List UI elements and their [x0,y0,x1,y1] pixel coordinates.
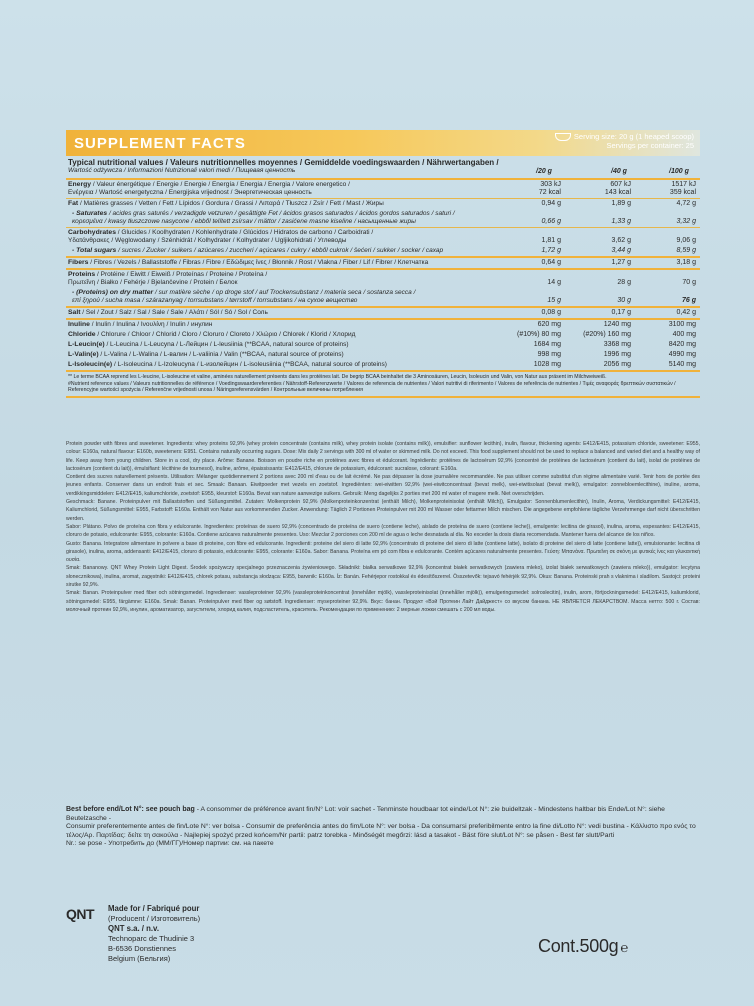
isoleucine-100: 5140 mg [668,361,696,368]
protein-20: 14 g [547,279,561,286]
energy-kj-40: 607 kJ [610,181,631,188]
column-20g: /20 g [536,168,552,175]
chloride-20: (#10%) 80 mg [517,331,561,338]
carbohydrates-100: 9,06 g [676,237,696,244]
energy-kj-100: 1517 kJ [671,181,696,188]
protein-label: Proteins [68,271,96,278]
valine-40: 1996 mg [603,351,631,358]
fat-row [66,199,700,209]
fibre-label: Fibers [68,259,89,266]
carbohydrates-40: 3,62 g [611,237,631,244]
isoleucine-40: 2056 mg [603,361,631,368]
chloride-row [66,330,700,340]
net-content-text: Cont.500g [538,936,619,956]
serving-size: Serving size: 20 g (1 heaped scoop) [573,132,694,141]
protein-text2: Πρωτεΐνη / Białko / Fehérje / Bjelančevine / Protein / Белок [68,279,238,286]
serving-info [555,132,694,150]
saturates-40: 1,33 g [611,218,631,225]
salt-100: 0,42 g [676,309,696,316]
protein-dry-text: / sur matière sèche / op droge stof / auf Trockensubstanz / materia seca / sostanza secca / [153,289,416,296]
inulin-100: 3100 mg [668,321,696,328]
energy-kcal-40: 143 kcal [604,189,631,196]
inulin-text: / Inulin / Inulina / Ινουλίνη / Inulin / инулин [89,321,213,328]
chloride-text: / Chlorure / Chloor / Chlorid / Cloro / Cloruro / Cloreto / Χλώριο / Chlorek / Klorid / Хлорид [95,331,356,338]
carbohydrates-text2: Υδατάνθρακες / Węglowodany / Szénhidrát / Kolhydrater / Kolhydrater / Ugljikohidrati / Углеводы [68,237,347,244]
energy-kj-20: 303 kJ [540,181,561,188]
energy-text: / Valeur énergétique / Energie / Energie / Energía / Energia / Energia / Valore energetico / [91,181,350,188]
energy-kcal-20: 72 kcal [538,189,561,196]
ingredients-block: Smak: Bananowy. QNT Whey Protein Light Digest. Środek spożywczy specjalnego przeznaczenia żywieniowego. Składniki: białka serwatkowe 92,9% (koncentrat białek serwatkowych (zawiera mleko), izolat białek serwatkowych (zawiera mleko)), emulgator: lecytyna słonecznikowa), inulina, aromat, zagęstniki: E412/E415, chlorek potasu, substancja słodząca: E955, barwnik: E160a. Íz: Banán. Fehérjepor rostokkal és édesítőszerrel. Összetevők: tejsavó fehérjék 92,9%. Okus: Banana. Proteinski prah s vlaknima i sladilom. Sastojci: proteini sirutke 92,9%. [66,565,700,589]
valine-20: 998 mg [537,351,561,358]
salt-20: 0,08 g [541,309,561,316]
street: Technoparc de Thudinie 3 [108,934,195,943]
carbohydrates-row [66,228,700,246]
fat-text: / Matières grasses / Vetten / Fett / Lípidos / Gordura / Grassi / Λιπαρά / Tłuszcz / Zsír / Fett / Mast / Жиры [78,200,384,207]
sugars-20: 1,72 g [541,247,561,254]
salt-label: Salt [68,309,81,316]
carbohydrates-text: / Glucides / Koolhydraten / Kohlenhydrate / Glúcidos / Hidratos de carbono / Carboidrati / [115,229,374,236]
supplement-facts-header [66,130,700,156]
ingredients-block: Gusto: Banana. Integratore alimentare in polvere a base di proteine, con fibre ed edulcorante. Ingredienti: proteine del siero di latte 92,9% (concentrato di proteine del siero di latte (contiene latte), isolato di proteine del siero di latte (contiene latte)), emulsionante: lecitina di girasolе), inulina, aroma, addensanti: E412/E415, cloruro di potassio, edulcorante: E955, colorante: E160a. Sabor: Banana. Proteína em pó com fibra e edulcorante. Contém açúcares naturalmente presentes. Γεύση: Μπανάνα. Πρωτεΐνη σε σκόνη με φυτικές ίνες και γλυκαντική ουσία. [66,540,700,564]
protein-dry-40: 30 g [617,297,631,304]
salt-row [66,308,700,320]
leucine-100: 8420 mg [668,341,696,348]
best-before-line3: τέλος/Αρ. Παρτίδας: δείτε τη σακούλα - Najlepiej spożyć przed końcem/Nr partii: patrz torebka - Minőségét megőrzi: lásd a tasakot - Bäst före slut/Lot N°: se påsen - Best før slutt/Parti [66,831,615,839]
protein-40: 28 g [617,279,631,286]
saturates-text: / acides gras saturés / verzadigde vetzuren / gesättigte Fet / ácidos grasos saturados / ácidos gordos saturados / saturi / [107,210,455,217]
sugars-row [66,246,700,258]
valine-row [66,350,700,360]
best-before-info [66,806,700,849]
chloride-label: Chloride [68,331,96,338]
sugars-100: 8,59 g [676,247,696,254]
net-content [538,936,628,957]
saturates-100: 3,32 g [676,218,696,225]
qnt-logo: QNT [66,906,95,922]
saturates-row [66,209,700,228]
valine-100: 4990 mg [668,351,696,358]
fibre-row [66,258,700,270]
isoleucine-label: L-Isoleucin(e) [68,361,113,368]
best-before-line2: Consumir preferentemente antes de fin/Lote N°: ver bolsa - Consumir de preferência antes do fim/Lote N°: ver bolsa - Da consumarsi preferibilmente entro la fine di/Lotto N°: vedi bustina - Κάλλιστο προ ενός το [66,823,696,830]
valine-label: L-Valin(e) [68,351,99,358]
isoleucine-text: / L-Isoleucina / L-Izoleucyna / L-изолейцин / L-isoleusiinia (**BCAA, natural source of proteins) [112,361,387,368]
protein-dry-20: 15 g [547,297,561,304]
chloride-100: 400 mg [672,331,696,338]
country: Belgium (Бельгия) [108,954,171,963]
typical-line2: Wartość odżywcza / Informazioni Nutrizionali valori medi / Пищевая ценность [68,167,296,174]
fat-100: 4,72 g [676,200,696,207]
ingredients-text [66,440,700,800]
producer: (Producent / Изготовитель) [108,914,201,923]
sugars-label: - Total sugars [72,247,117,254]
protein-dry-label: - (Proteins) on dry matter [72,289,154,296]
protein-dry-text2: επί ξηρού / sucha masa / szárazanyag / torrsubstans / tørrstoff / torrsubstans / на сухое вещество [72,297,358,304]
ingredients-block: Contient des sucres naturellement présents. Utilisation: Mélanger quotidiennement 2 portions avec 200 ml d'eau ou de lait écrémé. Ne pas dépasser la dose journalière recommandée. Ne pas utiliser comme substitut d'un régime alimentaire varié. Tenir hors de portée des jeunes enfants. Conserver dans un endroit frais et sec. Smaak: Banaan. Eiwitpoeder met vezels en zoetstof. Ingrediënten: wei-eiwitten 92,9% (wei-eiwitconcentraat (bevat melk), wei-eiwitisolaat (bevat melk)), emulgator: zonnebloemlecithine), inuline, aroma, verdikkingsmiddelen: E412/E415, kaliumchloride, zoetstof: E955, kleurstof: E160a. Bevat van nature aanwezige suikers. Gebruik: Meng dagelijks 2 porties met 200 ml water of magere melk. Niet overschrijden. [66,474,700,497]
inulin-label: Inuline [68,321,90,328]
estimate-sign: ℮ [620,940,628,955]
company-name: QNT s.a. / n.v. [108,924,159,933]
protein-dry-row [66,288,700,308]
inulin-20: 620 mg [537,321,561,328]
saturates-20: 0,66 g [541,218,561,225]
city: B-6536 Donstiennes [108,944,176,953]
made-for: Made for / Fabriqué pour [108,904,200,913]
footnote-nrv: #Nutrient reference values / Valeurs nutritionnelles de référence / Voedingswaardereferenties / Nährstoff-Referenzwerte / Valores de referencia de nutrientes / Valori nutritivi di riferimento / Valores de referência de nutrientes / Τιμές αναφοράς θρεπτικών συστατικών / Referencyjne wartości spożycia / Referenčne vrijednosti unosa / Näringsreferensvärden / Контрольные величины потребления [68,380,676,393]
ingredients-block: Protein powder with fibres and sweetener. Ingredients: whey proteins 92,9% (whey protein concentrate (contains milk), whey protein isolate (contains milk)), emulsifier: sunflower lecithin), inulin, flavour, thickening agents: E412/E415, potassium chloride, sweetener: E955, colour: E160a, natural flavour: E160b, sweeteners: E951. Contains naturally occurring sugars. Dose: Mix daily 2 servings with 300 ml of water or skimmed milk. Do not exceed. This food supplement should not be used to replace a balanced and varied diet and a healthy way of life. Keep away from young children. Store in a cool, dry place. Arôme: Banane. Boisson en poudre riche en protéines avec fibres et édulcorant. Ingrédients: protéines de lactosérum 92,9% (concentré de protéines de lactosérum (contient du lait), isolat de protéines de lactosérum (contient du lait)), émulsifiant: lécithine de tournesol), inuline, arôme, épaississants: E412/E415, chlorure de potassium, édulcorant: sucralose, colorant: E160a. [66,441,700,472]
column-40g: /40 g [611,168,627,175]
fat-40: 1,89 g [611,200,631,207]
panel-title: SUPPLEMENT FACTS [74,135,246,152]
typical-values-header [66,156,700,180]
salt-40: 0,17 g [611,309,631,316]
sugars-text: / sucres / Zucker / suikers / azúcares / zuccheri / açúcares / cukry / ebből cukrok / šećeri / sukker / socker / сахар [116,247,444,254]
leucine-text: / L-Leucina / L-Leucyna / L-Лейцин / L-leusiinia (**BCAA, natural source of proteins) [104,341,349,348]
servings-per-container: Servings per container: 25 [606,141,694,151]
fat-20: 0,94 g [541,200,561,207]
valine-text: / L-Valina / L-Walina / L-валин / L-valiinia / Valin (**BCAA, natural source of proteins) [98,351,344,358]
protein-dry-100: 76 g [681,297,696,304]
supplement-facts-panel [66,130,700,398]
fibre-20: 0,64 g [541,259,561,266]
fat-label: Fat [68,200,79,207]
fibre-100: 3,18 g [676,259,696,266]
protein-text: / Protéine / Eiwitt / Eiweiß / Proteínas / Proteine / Proteína / [95,271,268,278]
protein-row [66,270,700,288]
saturates-text2: κορεσμένα / kwasy tłuszczowe nasycone / ebből telített zsírsav / mättor / zasićene masne kiseline / насыщенные жиры [72,218,416,225]
carbohydrates-20: 1,81 g [541,237,561,244]
ingredients-block: Geschmack: Banane. Proteinpulver mit Ballaststoffen und Süßungsmittel. Zutaten: Molkenprotein 92,9% (Molkenproteinkonzentrat (enthält Milch), Molkenproteinisolat (enthält Milch)), Emulgator: Sonnenblumenlecithin), Inulin, Aroma, Verdickungsmittel: E412/E415, Kaliumchlorid, Süßungsmittel: E955, Farbstoff: E160a. Enthält von Natur aus vorkommenden Zucker. Anwendung: Täglich 2 Portionen Proteinpulver mit 200 ml Wasser oder fettarmer Milch mischen. Die angegebene empfohlene tägliche Verzehrmenge darf nicht überschritten werden. [66,499,700,522]
energy-row [66,180,700,199]
leucine-20: 1684 mg [533,341,561,348]
energy-label: Energy [68,181,92,188]
isoleucine-row [66,360,700,372]
saturates-label: - Saturates [72,210,108,217]
column-100g: /100 g [669,168,689,175]
best-before-line4: Nr.: se pose - Употребить до (ММ/ГГ)/Номер партии: см. на пакете [66,840,274,847]
energy-kcal-100: 359 kcal [669,189,696,196]
carbohydrates-label: Carbohydrates [68,229,116,236]
fibre-text: / Fibres / Vezels / Ballaststoffe / Fibras / Fibre / Εδώδιμες ίνες / Błonnik / Rost / Vlakna / Fiber / Lif / Fibrer / Клетчатка [88,259,429,266]
salt-text: / Sel / Zout / Salz / Sal / Sale / Sale / Αλάτι / Sól / Só / Sol / Соль [80,309,268,316]
energy-text2: Ενέργεια / Wartość energetyczna / Energijska vrijednost / Энергетическая ценность [68,189,312,196]
typical-line1: Typical nutritional values / Valeurs nutritionnelles moyennes / Gemiddelde voedingswaarden / Nährwertangaben / [68,158,499,167]
leucine-row [66,340,700,350]
best-before-line1: - A consommer de préférence avant fin/N° Lot: voir sachet - Tenminste houdbaar tot einde/Lot N°: zie buideltzak - Mindestens haltbar bis Ende/Lot N°: siehe Beutelzasche - [66,806,665,822]
best-before-label: Best before end/Lot N°: see pouch bag [66,806,195,813]
sugars-40: 3,44 g [611,247,631,254]
leucine-label: L-Leucin(e) [68,341,105,348]
ingredients-block: Sabor: Plátano. Polvo de proteína con fibra y edulcorante. Ingredientes: proteínas de suero 92,9% (concentrado de proteína de suero (contiene leche), aislado de proteína de suero (contiene leche)), emulgente: lecitina de girasol), inulina, aroma, espesantes: E412/E415, cloruro de potasio, edulcorante: E955, colorante: E160a. Contiene azúcares naturalmente presentes. Uso: Mezclar 2 porciones con 200 ml de agua o leche desnatada al día. No exceder la dosis diaria recomendada. Mantener fuera del alcance de los niños. [66,523,700,539]
footnote-bcaa: ** Le terme BCAA reprend les L-leucine, L-isoleucine et valine, aminées naturellement présents dans les protéines lait. De begrip BCAA beinhaltet die 3 Aminosäuren, Leucin, Isoleucin und Valin, von Natur aus präsent im Milchweiweiß. [68,374,607,380]
chloride-40: (#20%) 160 mg [583,331,631,338]
leucine-40: 3368 mg [603,341,631,348]
isoleucine-20: 1028 mg [533,361,561,368]
manufacturer-info [108,904,200,964]
scoop-icon [555,133,571,141]
inulin-40: 1240 mg [603,321,631,328]
footnotes [66,372,700,398]
protein-100: 70 g [682,279,696,286]
ingredients-block: Smak: Banan. Proteinpulver med fiber och sötningsmedel. Ingredienser: vassleproteiner 92,9% (vassleproteinkoncentrat (innehåller mjölk), vassleproteinisolat (innehåller mjölk)), emulgeringsmedel: solroslecitin), inulin, arom, förtjockningsmedel: E412/E415, kaliumklorid, sötningsmedel: E955, färgämne: E160a. Smak: Banan. Proteinpulver med fiber og søtstoff. Ingredienser: myseproteiner 92,9%. Вкус: банан. Продукт «Вэй Протеин Лайт Дайджест» со вкусом банана. НЕ ЯВЛЯЕТСЯ ЛЕКАРСТВОМ. Масса нетто: 500 г. Состав: молочный протеин 92,9%, инулин, ароматизатор, загустители, хлорид калия, подсластитель, краситель. Рекомендации по применению: 2 мерные ложки смешать с 200 мл воды. [66,590,700,613]
fibre-40: 1,27 g [611,259,631,266]
inulin-row [66,320,700,330]
